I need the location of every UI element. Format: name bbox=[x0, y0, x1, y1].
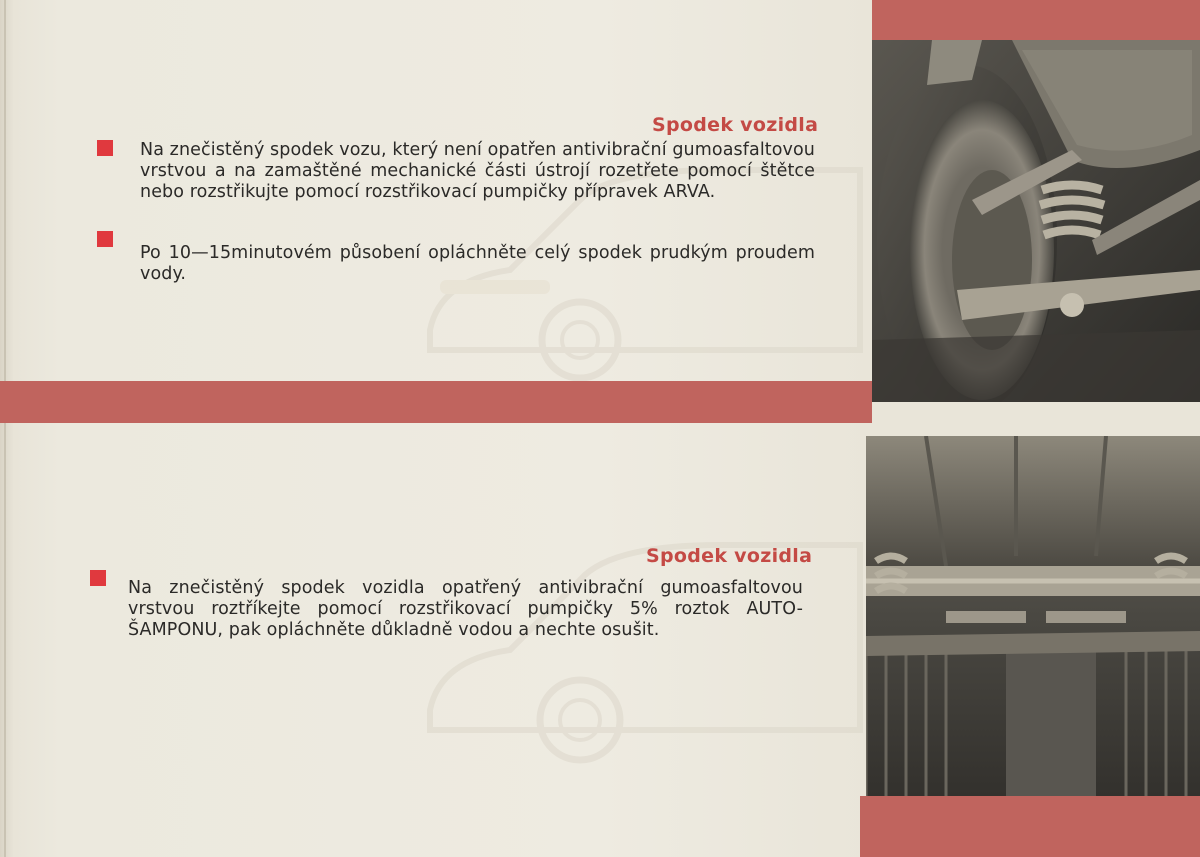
section-title-top: Spodek vozidla bbox=[652, 114, 819, 136]
section-title-bottom: Spodek vozidla bbox=[646, 545, 813, 567]
red-band-top-right bbox=[872, 0, 1200, 40]
paragraph-auto-shampoo: Na znečistěný spodek vozidla opatřený antivibrační gumoasfaltovou vrstvou roztříkejte pomocí rozstřikovací pumpičky 5% roztok AUTO-ŠAMPONU, pak opláchněte důkladně vodou a nechte osušit. bbox=[128, 578, 803, 640]
paragraph-arva-application: Na znečistěný spodek vozu, který není opatřen antivibrační gumoasfaltovou vrstvou a na zamaštěné mechanické části ústrojí rozetřete pomocí štětce nebo rozstřikujte pomocí rozstřikovací pumpičky přípravek ARVA. bbox=[140, 140, 815, 202]
red-divider-band bbox=[0, 381, 872, 423]
red-band-bottom-right bbox=[860, 796, 1200, 857]
red-bullet-marker bbox=[90, 570, 106, 586]
page-gutter bbox=[4, 0, 6, 857]
paragraph-rinse-water: Po 10—15minutovém působení opláchněte celý spodek prudkým proudem vody. bbox=[140, 243, 815, 284]
red-bullet-marker bbox=[97, 140, 113, 156]
red-bullet-marker bbox=[97, 231, 113, 247]
photo-underbody bbox=[866, 436, 1200, 796]
photo-wheel-suspension bbox=[872, 40, 1200, 402]
